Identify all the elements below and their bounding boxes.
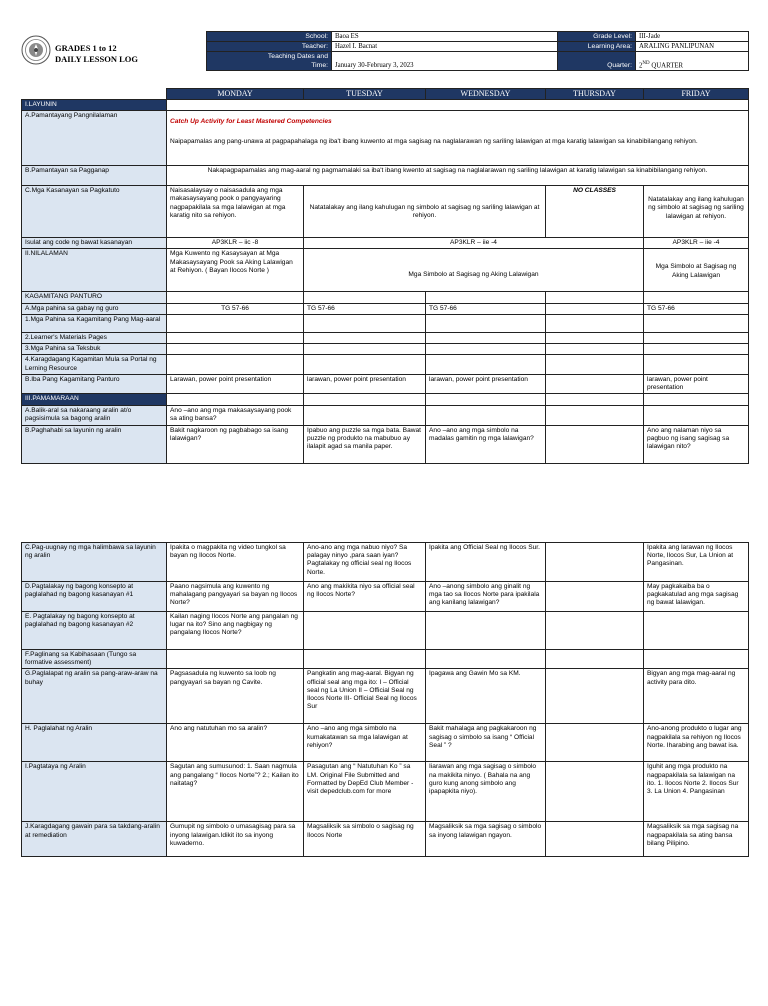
area-value: ARALING PANLIPUNAN [636, 42, 749, 52]
teacher-value: Hazel I. Bacnat [332, 42, 558, 52]
section-pamamaraan: III.PAMAMARAAN [22, 394, 167, 405]
log-title: GRADES 1 to 12 DAILY LESSON LOG [55, 43, 138, 64]
day-tuesday: TUESDAY [304, 89, 426, 100]
dates-value: January 30-February 3, 2023 [332, 52, 558, 71]
lesson-table-part1: MONDAY TUESDAY WEDNESDAY THURSDAY FRIDAY I.LAYUNIN A.Pamantayang Pangnilalaman Catch Up Activity for Least Mastered Competencies Naipapamalas ang pang-unawa at pagpapahalaga ng iba't ibang kuwento at mga sagisag na naglalarawan ng sariling lalawigan at mga karatig lalawigan sa kinabibilangang rehiyon. B.Pamantayan sa Pagganap Nakapagpapamalas ang mag-aaral ng pagmamalaki sa iba't ibang kwento at sagisag na naglalarawan ng sariling lalawigan at karatig lalawigan sa kinabibilangang rehiyon. C.Mga Kasanayan sa Pagkatuto Naisasalaysay o naisasadula ang mga makasaysayang pook o pangyayaring nagpapakilala sa mga lalawigan at mga karatig nito sa rehiyon. Natatalakay ang ilang kahulugan ng simbolo at sagisag ng sariling lalawigan at rehiyon. NO CLASSES Natatalakay ang ilang kahulugan ng simbolo at sagisag ng sariling lalawigan at rehiyon. Isulat ang code ng bawat kasanayan AP3KLR – iic -8 AP3KLR – iie -4 AP3KLR – iie -4 II.NILALAMAN Mga Kuwento ng Kasaysayan at Mga Makasaysayang Pook sa Aking Lalawigan at Rehiyon. ( Bayan Ilocos Norte ) Mga Simbolo at Sagisag ng Aking Lalawigan Mga Simbolo at Sagisag ng Aking Lalawigan KAGAMITANG PANTURO A.Mga pahina sa gabay ng guro TG 57-66 TG 57-66 TG 57-66 TG 57-66 1.Mga Pahina sa Kagamitang Pang Mag-aaral 2.Learner's Materials Pages 3.Mga Pahina sa Teksbuk 4.Karagdagang Kagamitan Mula sa Portal ng Lerning Resource B.Iba Pang Kagamitang Panturo Larawan, power point presentation larawan, power point presentation larawan, power point presentation larawan, power point presentation III.PAMAMARAAN A.Balik-aral sa nakaraang aralin at/o pagsisimula sa bagong aralin Ano –ano ang mga makasaysayang pook sa ating bansa? B.Paghahabi sa layunin ng aralin Bakit nagkaroon ng pagbabago sa isang lalawigan? Ipabuo ang puzzle sa mga bata. Bawat puzzle ng produkto na mabubuo ay ilalapit agad sa manila paper. Ano –ano ang mga simbolo na madalas gamitin ng mga lalawigan? Ano ang nalaman niyo sa pagbuo ng isang sagisag sa lalawigan nito? [21, 88, 748, 464]
day-thursday: THURSDAY [546, 89, 644, 100]
grade-value: III-Jade [636, 32, 749, 42]
deped-seal-icon [21, 35, 51, 65]
header [21, 31, 748, 72]
catch-up-note: Catch Up Activity for Least Mastered Competencies [170, 118, 332, 126]
lesson-table-part2: C.Pag-uugnay ng mga halimbawa sa layunin ng aralin Ipakita o magpakita ng video tungkol sa bayan ng Ilocos Norte. Ano-ano ang mga nabuo niyo? Sa palagay ninyo ,para saan iyan? Pagtalakay ng official seal ng Ilocos Norte. Ipakita ang Official Seal ng Ilocos Sur. Ipakita ang larawan ng Ilocos Norte, Ilocos Sur, La Union at Pangasinan. D.Pagtalakay ng bagong konsepto at paglalahad ng bagong kasanayan #1 Paano nagsimula ang kuwento ng mahalagang pangyayari sa bayan ng Ilocos Norte? Ano ang makikita niyo sa official seal ng Ilocos Norte? Ano –anong simbolo ang ginalit ng mga tao sa Ilocos Norte para ipakilala ang kanilang lalawigan? May pagkakaiba ba o pagkakatulad ang mga sagisag ng bawat lalawigan. E. Pagtalakay ng bagong konsepto at paglalahad ng bagong kasanayan #2 Kailan naging Ilocos Norte ang pangalan ng lugar na ito? Sino ang nagbigay ng pangalang Ilocos Norte? F.Paglinang sa Kabihasaan (Tungo sa formative assessment) G.Paglalapat ng aralin sa pang-araw-araw na buhay Pagsasadula ng kuwento sa loob ng pangyayari sa bayan ng Cavite. Pangkatin ang mag-aaral. Bigyan ng official seal ang mga ito: I – Official seal ng La Union II – Official Seal ng Ilocos Norte III- Official Seal ng Ilocos Sur Ipagawa ang Gawin Mo sa KM. Bigyan ang mga mag-aaral ng activity para dito. H. Paglalahat ng Aralin Ano ang natutuhan mo sa aralin? Ano –ano ang mga simbolo na kumakatawan sa mga lalawigan at rehiyon? Bakit mahalaga ang pagkakaroon ng sagisag o simbolo sa isang “ Official Seal ” ? Ano-anong produkto o lugar ang nagpakilala sa rehiyon ng Ilocos Norte. Iharabing ang bawat isa. I.Pagtataya ng Aralin Sagutan ang sumusunod: 1. Saan nagmula ang pangalang “ Ilocos Norte”? 2.; Kailan ito naitatag? Pasagutan ang “ Natutuhan Ko ” sa LM. Original File Submitted and Formatted by DepEd Club Member - visit depedclub.com for more Iiarawan ang mga sagisag o simbolo na makikita ninyo. ( Bahala na ang guro kung anong simbolo ang ipapapkita niyo). Iguhit ang mga produkto na nagpapakilala sa lalawigan na ito. 1. Ilocos Norte 2. Ilocos Sur 3. La Union 4. Pangasinan J.Karagdagang gawain para sa takdang-aralin at remediation Gumupit ng simbolo o umasagisag para sa inyong lalawigan.Idikit ito sa inyong kuwaderno. Magsaliksik sa simbolo o sagisag ng Ilocos Norte Magsaliksik sa mga sagisag o simbolo sa inyong lalawigan ngayon. Magsaliksik sa mga sagisag na nagpapakilala sa ating bansa bilang Pilipino. [21, 542, 748, 857]
school-value: Baoa ES [332, 32, 558, 42]
no-classes-label: NO CLASSES [546, 186, 644, 238]
day-monday: MONDAY [167, 89, 304, 100]
day-friday: FRIDAY [644, 89, 749, 100]
quarter-value: 2ND QUARTER [636, 52, 749, 71]
section-layunin: I.LAYUNIN [22, 100, 167, 111]
header-info-table: School: Baoa ES Grade Level: III-Jade Teacher: Hazel I. Bacnat Learning Area: ARALING PANLIPUNAN Teaching Dates and Time: January 30-February 3, 2023 Quarter: 2ND QUARTER [206, 31, 749, 71]
day-wednesday: WEDNESDAY [426, 89, 546, 100]
